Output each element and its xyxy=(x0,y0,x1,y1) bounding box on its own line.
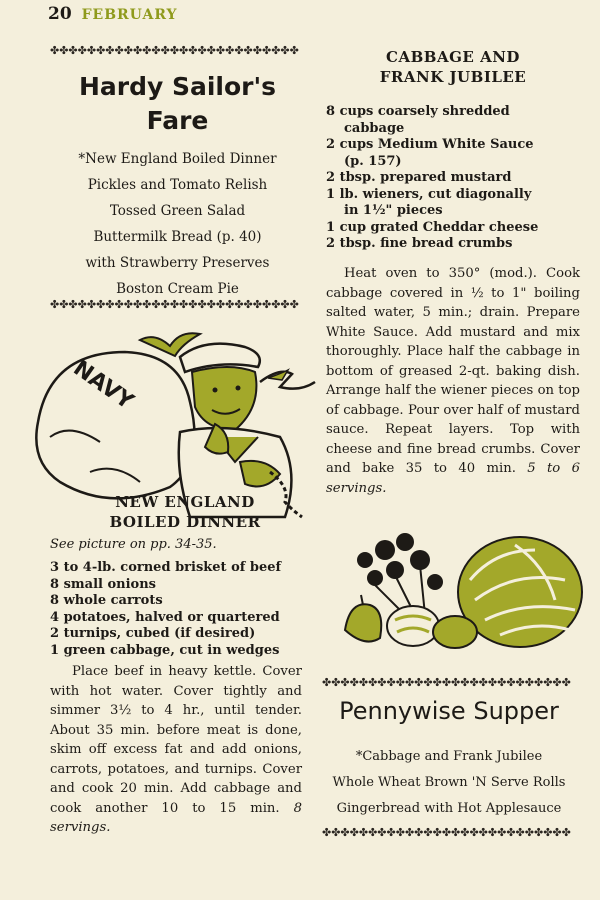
sailor-face xyxy=(192,367,256,430)
sack-label: NAVY xyxy=(68,355,138,415)
ingredient-item: 2 tbsp. fine bread crumbs xyxy=(326,236,513,251)
menu-item: Tossed Green Salad xyxy=(109,203,246,219)
menu-item: Gingerbread with Hot Applesauce xyxy=(336,801,562,816)
ingredient-item: 8 whole carrots xyxy=(50,593,163,608)
ingredient-item: 1 lb. wieners, cut diagonally xyxy=(326,186,532,202)
onion-icon xyxy=(345,595,381,642)
ingredient-item: 1 green cabbage, cut in wedges xyxy=(50,642,280,658)
ingredient-item: 2 cups Medium White Sauce xyxy=(326,137,534,152)
ingredient-item: 2 turnips, cubed (if desired) xyxy=(50,626,256,641)
ornament-divider: ✤✤✤✤✤✤✤✤✤✤✤✤✤✤✤✤✤✤✤✤✤✤✤✤✤✤✤ xyxy=(50,44,299,57)
see-picture-note: See picture on pp. 34-35. xyxy=(50,537,217,552)
servings: 8 servings. xyxy=(50,800,302,835)
recipe-title-line1: NEW ENGLAND xyxy=(115,493,255,511)
sack-icon xyxy=(36,352,194,498)
method-text: Place beef in heavy kettle. Cover with hot water. Cover tightly and simmer 3½ to 4 hr., until tender. About 35 min. before meat is done, skim off excess fat and add onions, carrots, potatoes, and turnips. Cover and cook 20 min. Add cabbage and cook another 10 to 15 min. xyxy=(50,664,302,816)
method-cfj xyxy=(326,264,580,498)
ingredient-item: 4 potatoes, halved or quartered xyxy=(50,609,280,625)
ingredients-cfj xyxy=(326,104,588,253)
ingredient-item: 8 cups coarsely shredded xyxy=(326,104,510,119)
onion-icon xyxy=(387,606,439,646)
menu-item: *Cabbage and Frank Jubilee xyxy=(355,749,543,764)
servings: 5 to 6 servings. xyxy=(326,461,580,496)
menu-item: Buttermilk Bread (p. 40) xyxy=(93,229,262,245)
ingredient-item: 3 to 4-lb. corned brisket of beef xyxy=(50,560,282,575)
ingredient-item-cont: cabbage xyxy=(344,120,405,136)
ornament-divider: ✤✤✤✤✤✤✤✤✤✤✤✤✤✤✤✤✤✤✤✤✤✤✤✤✤✤✤ xyxy=(322,826,571,839)
recipe-title-line2: FRANK JUBILEE xyxy=(379,68,527,86)
parsley-icon xyxy=(357,533,443,615)
vegetable-illustration xyxy=(325,520,585,650)
recipe-title-cfj xyxy=(328,47,578,87)
menu-item: *New England Boiled Dinner xyxy=(78,151,277,167)
method-nebd xyxy=(50,662,302,838)
menu-item: Whole Wheat Brown 'N Serve Rolls xyxy=(332,775,566,790)
recipe-title-line2: BOILED DINNER xyxy=(109,513,261,531)
recipe-title-nebd xyxy=(80,492,290,532)
menu-list-pennywise xyxy=(318,744,580,822)
ingredient-item-cont: in 1½" pieces xyxy=(344,203,443,218)
ingredient-item: 2 tbsp. prepared mustard xyxy=(326,170,512,185)
menu-list xyxy=(50,146,305,302)
menu-title-pennywise: Pennywise Supper xyxy=(339,697,559,725)
menu-item: with Strawberry Preserves xyxy=(85,255,270,271)
onion-icon xyxy=(433,616,477,648)
menu-item: Boston Cream Pie xyxy=(116,281,239,297)
menu-title xyxy=(50,70,305,138)
ingredients-nebd xyxy=(50,560,310,659)
menu-title-line1: Hardy Sailor's xyxy=(78,72,277,101)
menu-item: Pickles and Tomato Relish xyxy=(87,177,268,193)
page-header xyxy=(48,4,178,24)
sailor-illustration xyxy=(30,312,320,522)
recipe-title-line1: CABBAGE AND xyxy=(386,48,520,66)
ornament-divider: ✤✤✤✤✤✤✤✤✤✤✤✤✤✤✤✤✤✤✤✤✤✤✤✤✤✤✤ xyxy=(50,298,299,311)
ingredient-item: 1 cup grated Cheddar cheese xyxy=(326,219,539,235)
ornament-divider: ✤✤✤✤✤✤✤✤✤✤✤✤✤✤✤✤✤✤✤✤✤✤✤✤✤✤✤ xyxy=(322,676,571,689)
ingredient-item-cont: (p. 157) xyxy=(344,153,402,169)
month-label: FEBRUARY xyxy=(81,7,178,23)
ingredient-item: 8 small onions xyxy=(50,576,156,592)
menu-title-line2: Fare xyxy=(146,106,209,135)
page-number: 20 xyxy=(48,4,72,24)
method-text: Heat oven to 350° (mod.). Cook cabbage covered in ½ to 1" boiling salted water, 5 min.; drain. Prepare White Sauce. Add mustard and mix thoroughly. Place half the cabbage in bottom of greased 2-qt. baking dish. Arrange half the wiener pieces on top of cabbage. Pour over half of mustard sauce. Repeat layers. Top with cheese and fine bread crumbs. Cover and bake 35 to 40 min. xyxy=(326,266,580,476)
